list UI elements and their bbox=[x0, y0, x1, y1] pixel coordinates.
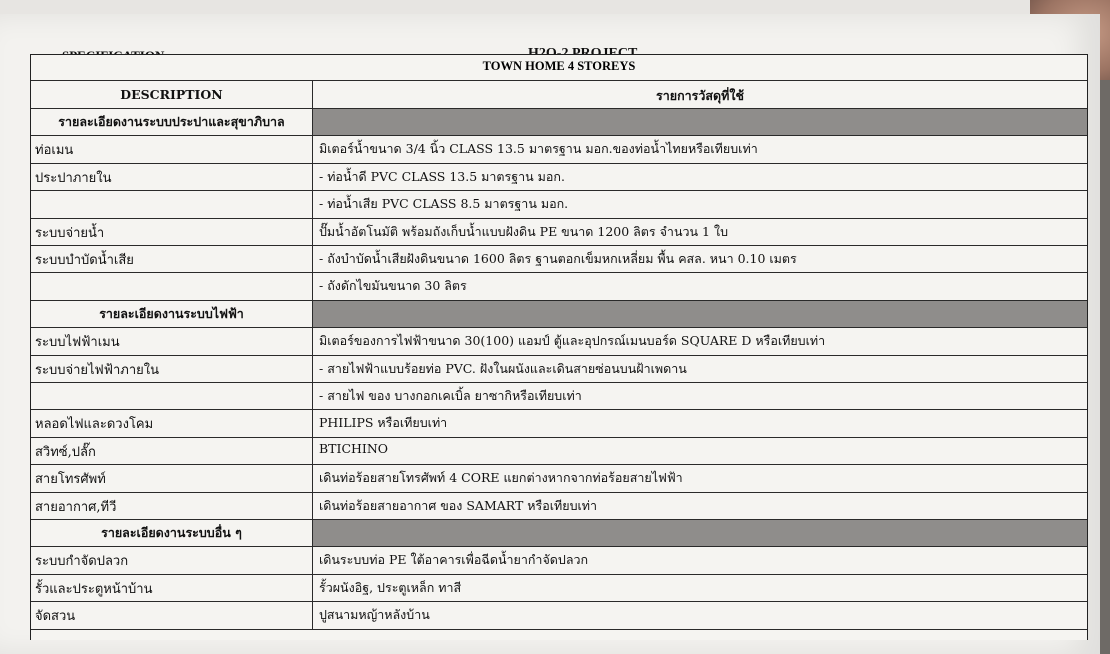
table-row bbox=[31, 493, 1087, 520]
item-material: - ถังบำบัดน้ำเสียฝังดินขนาด 1600 ลิตร ฐานตอกเข็มหกเหลี่ยม พื้น คสล. หนา 0.10 เมตร bbox=[319, 251, 797, 266]
item-material: รั้วผนังอิฐ, ประตูเหล็ก ทาสี bbox=[319, 579, 462, 595]
col-description-header: DESCRIPTION bbox=[31, 81, 313, 108]
item-material: - ถังดักไขมันขนาด 30 ลิตร bbox=[319, 278, 467, 294]
item-label: ระบบกำจัดปลวก bbox=[31, 547, 313, 573]
table-row bbox=[31, 328, 1087, 355]
item-label: ประปาภายใน bbox=[31, 164, 313, 190]
item-label: ระบบบำบัดน้ำเสีย bbox=[31, 246, 313, 272]
item-label: ระบบไฟฟ้าเมน bbox=[31, 328, 313, 354]
item-label bbox=[31, 191, 313, 217]
section-title: รายละเอียดงานระบบอื่น ๆ bbox=[31, 520, 313, 546]
item-material: BTICHINO bbox=[319, 440, 389, 456]
item-material: เดินระบบท่อ PE ใต้อาคารเพื่อฉีดน้ำยากำจัดปลวก bbox=[319, 552, 589, 568]
item-label: รั้วและประตูหน้าบ้าน bbox=[31, 575, 313, 601]
table-row bbox=[31, 356, 1087, 383]
section-title: รายละเอียดงานระบบประปาและสุขาภิบาล bbox=[31, 109, 313, 135]
table-row bbox=[31, 273, 1087, 300]
item-label: สวิทซ์,ปลั๊ก bbox=[31, 438, 313, 464]
table-row bbox=[31, 136, 1087, 163]
col-material-header: รายการวัสดุที่ใช้ bbox=[656, 88, 744, 103]
section-shade bbox=[313, 520, 1087, 546]
table-title: TOWN HOME 4 STOREYS bbox=[482, 59, 636, 73]
table-row bbox=[31, 164, 1087, 191]
item-material: ปูสนามหญ้าหลังบ้าน bbox=[319, 607, 430, 623]
item-label: สายอากาศ,ทีวี bbox=[31, 493, 313, 519]
item-material: มิเตอร์ของการไฟฟ้าขนาด 30(100) แอมป์ ตู้และอุปกรณ์เมนบอร์ด SQUARE D หรือเทียบเท่า bbox=[319, 333, 826, 349]
item-label: สายโทรศัพท์ bbox=[31, 465, 313, 491]
item-material: มิเตอร์น้ำขนาด 3/4 นิ้ว CLASS 13.5 มาตรฐาน มอก.ของท่อน้ำไทยหรือเทียบเท่า bbox=[319, 141, 758, 157]
table-row bbox=[31, 246, 1087, 273]
table-row bbox=[31, 465, 1087, 492]
table-row bbox=[31, 219, 1087, 246]
item-label bbox=[31, 273, 313, 299]
section-row bbox=[31, 301, 1087, 328]
item-material: PHILIPS หรือเทียบเท่า bbox=[319, 415, 448, 431]
table-header-row bbox=[31, 81, 1087, 109]
table-row bbox=[31, 410, 1087, 437]
spec-table bbox=[30, 54, 1088, 640]
item-material: - สายไฟ ของ บางกอกเคเบิ้ล ยาซากิหรือเทียบเท่า bbox=[319, 388, 582, 403]
table-row bbox=[31, 438, 1087, 465]
item-material: - สายไฟฟ้าแบบร้อยท่อ PVC. ฝังในผนังและเดินสายซ่อนบนฝ้าเพดาน bbox=[319, 360, 687, 376]
item-label bbox=[31, 383, 313, 409]
section-shade bbox=[313, 301, 1087, 327]
table-title-row bbox=[31, 55, 1087, 81]
item-material: เดินท่อร้อยสายอากาศ ของ SAMART หรือเทียบเท่า bbox=[319, 497, 598, 513]
item-label: จัดสวน bbox=[31, 602, 313, 628]
table-row bbox=[31, 547, 1087, 574]
item-material: - ท่อน้ำเสีย PVC CLASS 8.5 มาตรฐาน มอก. bbox=[319, 196, 569, 212]
table-row bbox=[31, 602, 1087, 629]
section-shade bbox=[313, 109, 1087, 135]
item-label: หลอดไฟและดวงโคม bbox=[31, 410, 313, 436]
section-title: รายละเอียดงานระบบไฟฟ้า bbox=[31, 301, 313, 327]
table-row bbox=[31, 575, 1087, 602]
item-material: เดินท่อร้อยสายโทรศัพท์ 4 CORE แยกต่างหากจากท่อร้อยสายไฟฟ้า bbox=[319, 470, 683, 486]
item-label: ท่อเมน bbox=[31, 136, 313, 162]
table-row bbox=[31, 383, 1087, 410]
table-row bbox=[31, 191, 1087, 218]
item-label: ระบบจ่ายน้ำ bbox=[31, 219, 313, 245]
section-row bbox=[31, 109, 1087, 136]
item-material: - ท่อน้ำดี PVC CLASS 13.5 มาตรฐาน มอก. bbox=[319, 168, 565, 184]
section-row bbox=[31, 520, 1087, 547]
item-label: ระบบจ่ายไฟฟ้าภายใน bbox=[31, 356, 313, 382]
item-material: ปั๊มน้ำอัตโนมัติ พร้อมถังเก็บน้ำแบบฝังดิน PE ขนาด 1200 ลิตร จำนวน 1 ใบ bbox=[319, 223, 729, 239]
